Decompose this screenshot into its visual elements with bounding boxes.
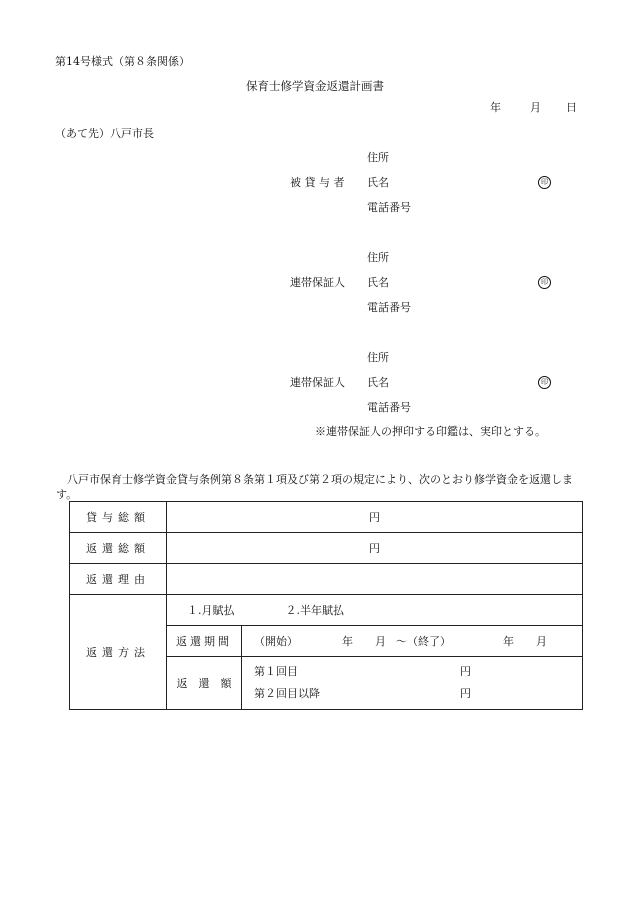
option-monthly[interactable]: １.月賦払 bbox=[187, 604, 235, 617]
borrower-address-label: 住所 bbox=[367, 151, 389, 164]
reason-label: 返還理由 bbox=[70, 564, 167, 595]
total-loan-cell[interactable] bbox=[167, 502, 583, 533]
guarantor1-seal-icon: 印 bbox=[538, 276, 551, 289]
guarantor1-role-label: 連帯保証人 bbox=[290, 276, 345, 289]
period-start-year: 年 bbox=[342, 635, 353, 648]
first-payment-label: 第１回目 bbox=[254, 665, 298, 678]
borrower-name-label: 氏名 bbox=[367, 176, 389, 189]
subsequent-payment-unit: 円 bbox=[460, 687, 471, 700]
reason-cell[interactable] bbox=[167, 564, 583, 595]
amount-cell[interactable] bbox=[242, 657, 583, 710]
period-end-label: （終了） bbox=[407, 635, 451, 648]
borrower-role-label: 被 貸 与 者 bbox=[290, 176, 345, 189]
period-end-month: 月 bbox=[536, 635, 547, 648]
amount-label: 返 還 額 bbox=[167, 657, 242, 710]
addressee: （あて先）八戸市長 bbox=[55, 127, 154, 140]
option-semiannual[interactable]: ２.半年賦払 bbox=[285, 604, 344, 617]
period-start-label: （開始） bbox=[254, 635, 298, 648]
borrower-phone-label: 電話番号 bbox=[367, 201, 411, 214]
period-end-year: 年 bbox=[503, 635, 514, 648]
guarantor2-role-label: 連帯保証人 bbox=[290, 376, 345, 389]
method-label: 返還方法 bbox=[70, 595, 167, 710]
total-repay-unit: 円 bbox=[369, 542, 380, 555]
guarantor2-address-label: 住所 bbox=[367, 351, 389, 364]
seal-note: ※連帯保証人の押印する印鑑は、実印とする。 bbox=[315, 425, 546, 438]
subsequent-payment-label: 第２回目以降 bbox=[254, 687, 320, 700]
date-day-label: 日 bbox=[566, 101, 577, 114]
date-year-label: 年 bbox=[490, 101, 501, 114]
period-label: 返還期間 bbox=[167, 626, 242, 657]
guarantor2-name-label: 氏名 bbox=[367, 376, 389, 389]
first-payment-unit: 円 bbox=[460, 665, 471, 678]
guarantor2-phone-label: 電話番号 bbox=[367, 401, 411, 414]
guarantor1-phone-label: 電話番号 bbox=[367, 301, 411, 314]
date-month-label: 月 bbox=[530, 101, 541, 114]
body-text: 八戸市保育士修学資金貸与条例第８条第１項及び第２項の規定により、次のとおり修学資金を返還します。 bbox=[56, 473, 573, 501]
form-number: 第14号様式（第８条関係） bbox=[55, 55, 190, 68]
guarantor1-name-label: 氏名 bbox=[367, 276, 389, 289]
guarantor1-address-label: 住所 bbox=[367, 251, 389, 264]
document-title: 保育士修学資金返還計画書 bbox=[246, 79, 384, 93]
guarantor2-seal-icon: 印 bbox=[538, 376, 551, 389]
period-tilde: ～ bbox=[396, 635, 407, 648]
period-start-month: 月 bbox=[375, 635, 386, 648]
repayment-table bbox=[69, 501, 583, 710]
borrower-seal-icon: 印 bbox=[538, 176, 551, 189]
total-loan-label: 貸与総額 bbox=[70, 502, 167, 533]
total-repay-label: 返還総額 bbox=[70, 533, 167, 564]
total-loan-unit: 円 bbox=[369, 511, 380, 524]
period-cell[interactable] bbox=[242, 626, 583, 657]
payment-options-cell[interactable] bbox=[167, 595, 583, 626]
total-repay-cell[interactable] bbox=[167, 533, 583, 564]
